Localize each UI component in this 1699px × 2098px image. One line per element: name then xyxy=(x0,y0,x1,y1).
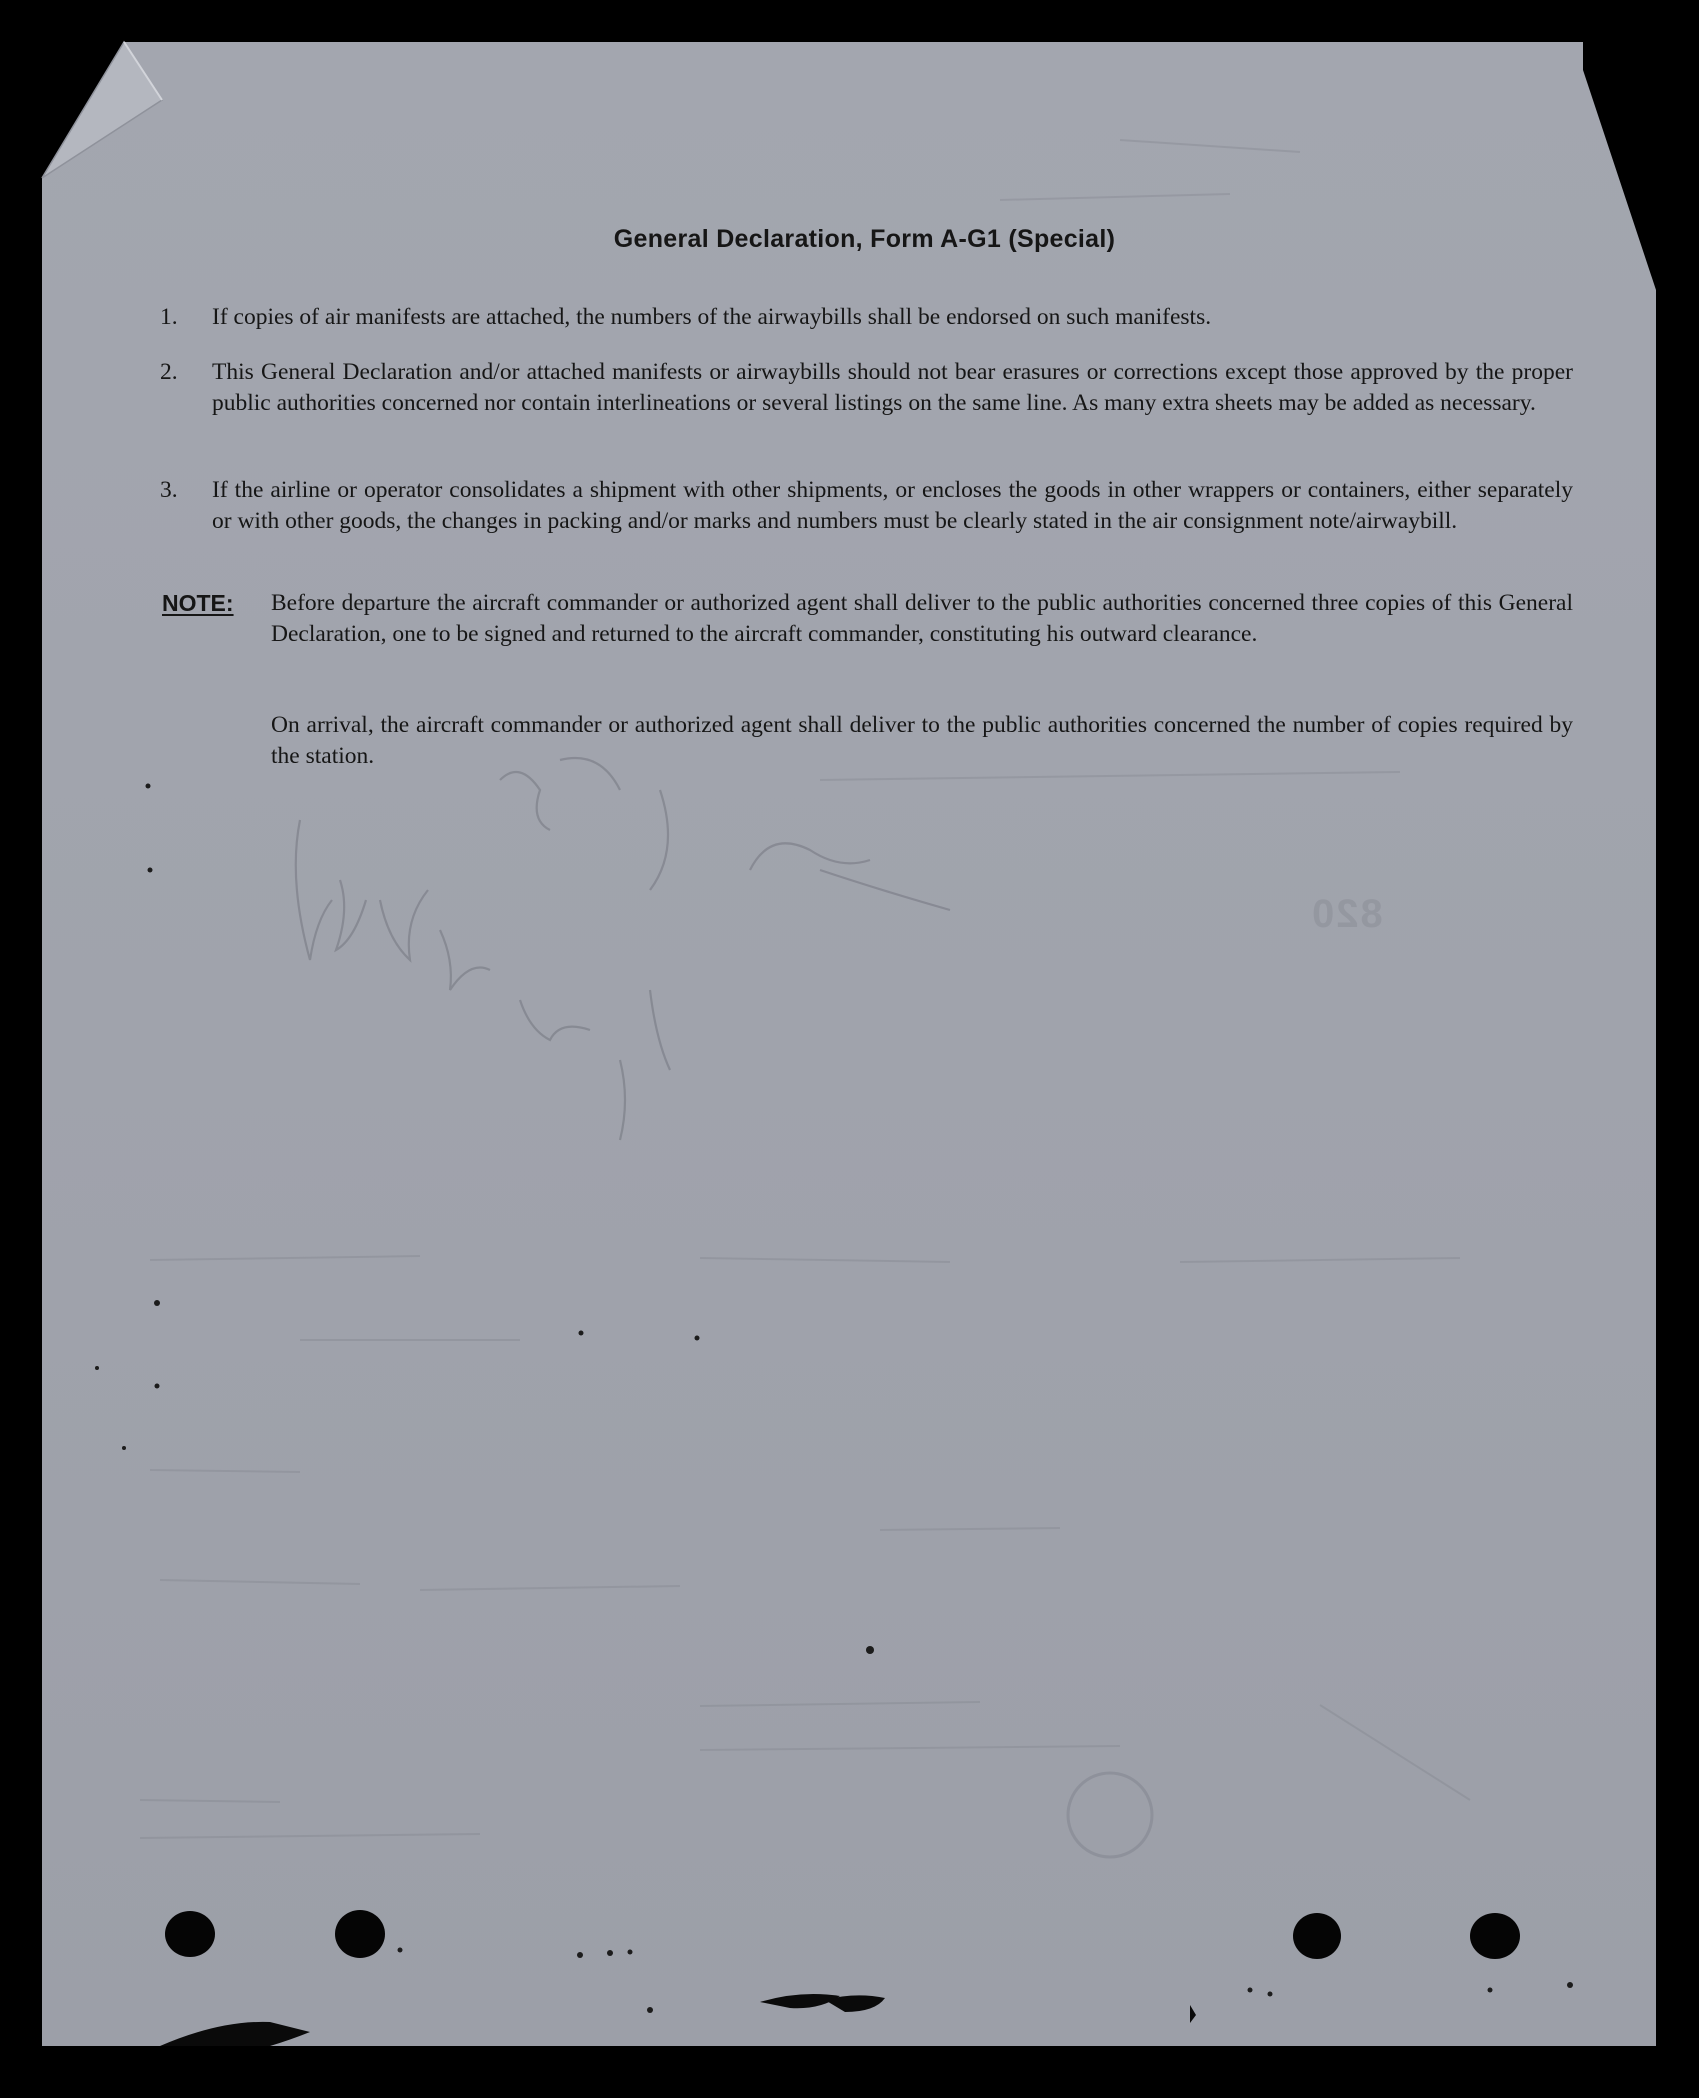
paper-body xyxy=(42,42,1656,2046)
item-text: This General Declaration and/or attached manifests or airwaybills should not bear erasures or corrections except those approved by the proper public authorities concerned nor contain interlineations or several listings on the same line. As many extra sheets may be added as necessary. xyxy=(212,359,1573,416)
punch-hole xyxy=(165,1911,215,1957)
note-paragraph: On arrival, the aircraft commander or authorized agent shall deliver to the public authorities concerned the number of copies required by the station. xyxy=(271,712,1573,769)
note-paragraph: Before departure the aircraft commander or authorized agent shall deliver to the public authorities concerned three copies of this General Declaration, one to be signed and returned to the aircraft commander, constituting his outward clearance. xyxy=(271,590,1573,647)
document-title: General Declaration, Form A-G1 (Special) xyxy=(613,225,1116,253)
punch-hole xyxy=(335,1910,385,1958)
item-number: 2. xyxy=(160,359,178,385)
punch-hole xyxy=(1470,1913,1520,1959)
item-number: 3. xyxy=(160,477,178,503)
bleed-through-number: 820 xyxy=(1310,892,1383,936)
punch-hole xyxy=(1293,1913,1341,1959)
item-text: If the airline or operator consolidates a shipment with other shipments, or encloses the goods in other wrappers or containers, either separately or with other goods, the changes in packing and/or marks and numbers must be clearly stated in the air consignment note/airwaybill. xyxy=(212,477,1573,534)
item-text: If copies of air manifests are attached, the numbers of the airwaybills shall be endorsed on such manifests. xyxy=(212,304,1212,330)
note-label: NOTE: xyxy=(162,590,234,616)
item-number: 1. xyxy=(160,304,178,330)
